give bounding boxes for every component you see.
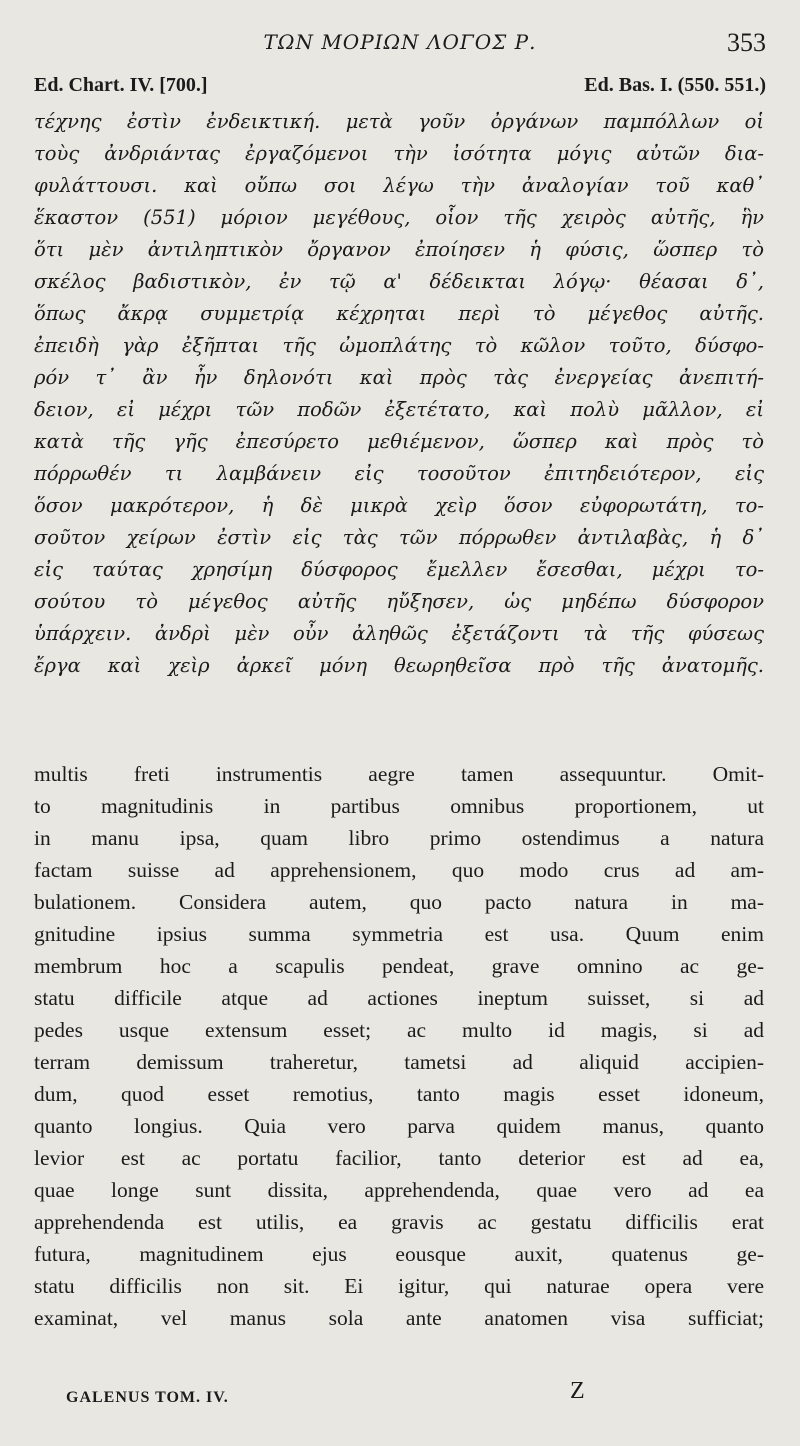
greek-text-line: φυλάττουσι. καὶ οὔπω σοι λέγω τὴν ἀναλογίαν τοῦ καθ᾽ (34, 174, 764, 197)
latin-text-line: factam suisse ad apprehensionem, quo modo crus ad am- (34, 858, 764, 882)
greek-text-line: ὅτι μὲν ἀντιληπτικὸν ὄργανον ἐποίησεν ἡ φύσις, ὥσπερ τὸ (34, 238, 764, 261)
latin-text-line: multis freti instrumentis aegre tamen assequuntur. Omit- (34, 762, 764, 786)
greek-text-line: εἰς ταύτας χρησίμη δύσφορος ἔμελλεν ἔσεσθαι, μέχρι το- (34, 558, 764, 581)
greek-text-line: πόρρωθέν τι λαμβάνειν εἰς τοσοῦτον ἐπιτηδειότερον, εἰς (34, 462, 764, 485)
greek-text-line: σοῦτον χείρων ἐστὶν εἰς τὰς τῶν πόρρωθεν ἀντιλαβὰς, ἡ δ᾽ (34, 526, 764, 549)
latin-text-line: in manu ipsa, quam libro primo ostendimus a natura (34, 826, 764, 850)
latin-text-line: dum, quod esset remotius, tanto magis esset idoneum, (34, 1082, 764, 1106)
footer-signature: Z (570, 1378, 585, 1404)
latin-text-line: to magnitudinis in partibus omnibus proportionem, ut (34, 794, 764, 818)
latin-text-line: quae longe sunt dissita, apprehendenda, quae vero ad ea (34, 1178, 764, 1202)
latin-text-line: terram demissum traheretur, tametsi ad aliquid accipien- (34, 1050, 764, 1074)
latin-text-line: statu difficilis non sit. Ei igitur, qui naturae opera vere (34, 1274, 764, 1298)
greek-text-line: τοὺς ἀνδριάντας ἐργαζόμενοι τὴν ἰσότητα μόγις αὐτῶν δια- (34, 142, 764, 165)
greek-text-line: σκέλος βαδιστικὸν, ἐν τῷ α' δέδεικται λόγῳ· θέασαι δ᾽, (34, 270, 764, 293)
greek-text-line: ρόν τ᾽ ἂν ἦν δηλονότι καὶ πρὸς τὰς ἐνεργείας ἀνεπιτή- (34, 366, 764, 389)
latin-text-line: quanto longius. Quia vero parva quidem manus, quanto (34, 1114, 764, 1138)
latin-text-line: apprehendenda est utilis, ea gravis ac gestatu difficilis erat (34, 1210, 764, 1234)
greek-text-line: ὑπάρχειν. ἀνδρὶ μὲν οὖν ἀληθῶς ἐξετάζοντι τὰ τῆς φύσεως (34, 622, 764, 645)
latin-text-line: examinat, vel manus sola ante anatomen visa sufficiat; (34, 1306, 764, 1330)
footer-volume: GALENUS TOM. IV. (66, 1389, 229, 1406)
latin-text-line: gnitudine ipsius summa symmetria est usa. Quum enim (34, 922, 764, 946)
greek-text-line: ὅπως ἄκρᾳ συμμετρίᾳ κέχρηται περὶ τὸ μέγεθος αὐτῆς. (34, 302, 764, 325)
latin-text-line: futura, magnitudinem ejus eousque auxit, quatenus ge- (34, 1242, 764, 1266)
greek-text-line: ἕκαστον (551) μόριον μεγέθους, οἷον τῆς χειρὸς αὐτῆς, ἣν (34, 206, 764, 229)
greek-text-line: ἔργα καὶ χεὶρ ἀρκεῖ μόνη θεωρηθεῖσα πρὸ τῆς ἀνατομῆς. (34, 654, 764, 677)
greek-text-line: τέχνης ἐστὶν ἐνδεικτική. μετὰ γοῦν ὀργάνων παμπόλλων οἱ (34, 110, 764, 133)
greek-text-line: δειον, εἰ μέχρι τῶν ποδῶν ἐξετέτατο, καὶ πολὺ μᾶλλον, εἰ (34, 398, 764, 421)
greek-text-line: ἐπειδὴ γὰρ ἐξῆπται τῆς ὠμοπλάτης τὸ κῶλον τοῦτο, δύσφο- (34, 334, 764, 357)
latin-text-line: pedes usque extensum esset; ac multo id magis, si ad (34, 1018, 764, 1042)
page-number: 353 (727, 28, 766, 57)
edition-reference-right: Ed. Bas. I. (550. 551.) (584, 74, 766, 96)
latin-text-line: membrum hoc a scapulis pendeat, grave omnino ac ge- (34, 954, 764, 978)
running-title: ΤΩΝ ΜΟΡΙΩΝ ΛΟΓΟΣ Ρ. (263, 30, 537, 54)
greek-text-line: σούτου τὸ μέγεθος αὐτῆς ηὔξησεν, ὡς μηδέπω δύσφορον (34, 590, 764, 613)
greek-text-line: κατὰ τῆς γῆς ἐπεσύρετο μεθιέμενον, ὥσπερ καὶ πρὸς τὸ (34, 430, 764, 453)
greek-text-block (34, 106, 764, 682)
edition-reference-left: Ed. Chart. IV. [700.] (34, 74, 208, 96)
greek-text-line: ὅσον μακρότερον, ἡ δὲ μικρὰ χεὶρ ὅσον εὐφορωτάτη, το- (34, 494, 764, 517)
latin-text-line: bulationem. Considera autem, quo pacto natura in ma- (34, 890, 764, 914)
latin-text-line: levior est ac portatu facilior, tanto deterior est ad ea, (34, 1146, 764, 1170)
latin-text-block (34, 758, 764, 1334)
latin-text-line: statu difficile atque ad actiones ineptum suisset, si ad (34, 986, 764, 1010)
